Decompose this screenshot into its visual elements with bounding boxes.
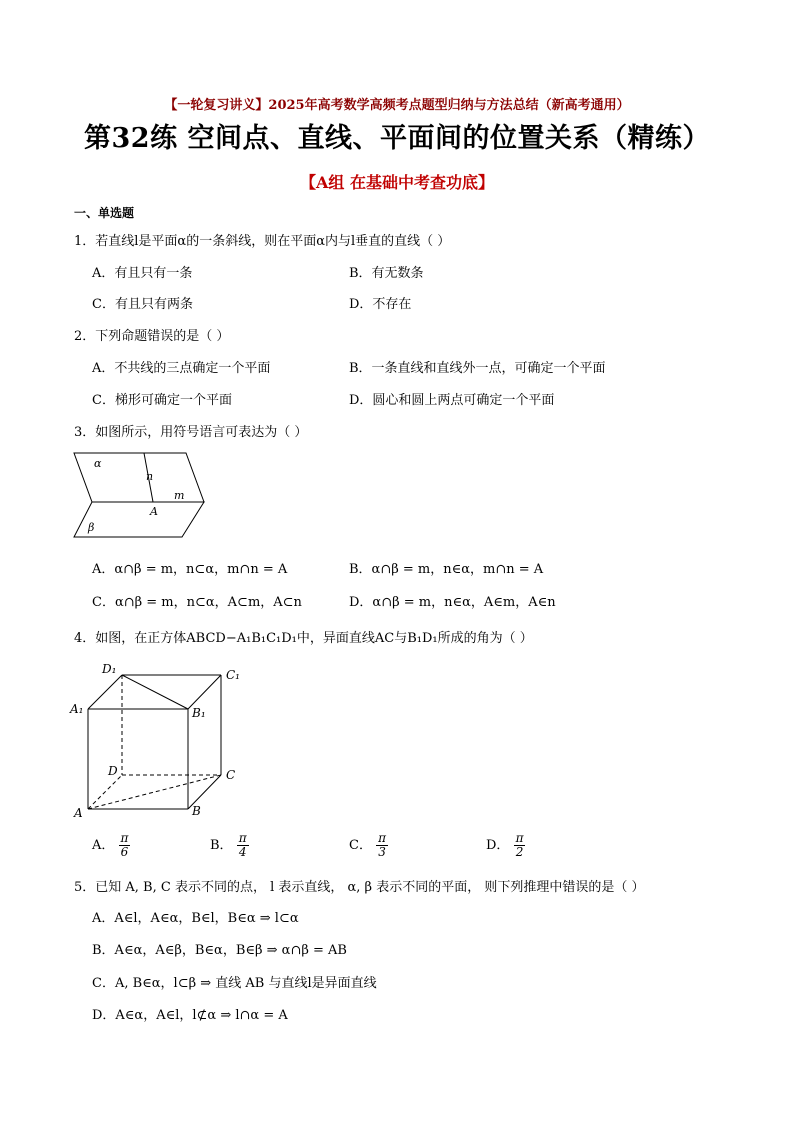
edge-a1d1	[88, 675, 122, 709]
q4-option-d-numerator: π	[515, 831, 524, 845]
label-c: C	[226, 768, 236, 782]
q3-option-a: A．α∩β = m，n⊂α，m∩n = A	[92, 562, 288, 577]
label-b: B	[192, 804, 201, 818]
q5-option-d: D．A∈α，A∈l，l⊄α ⇒ l∩α = A	[92, 1008, 288, 1023]
page-title: 第32练 空间点、直线、平面间的位置关系（精练）	[84, 123, 710, 154]
label-beta: β	[88, 521, 95, 534]
label-b1: B₁	[192, 706, 206, 720]
label-alpha: α	[94, 457, 102, 470]
q3-option-b: B．α∩β = m，n∈α，m∩n = A	[349, 562, 544, 577]
section-heading: 一、单选题	[74, 206, 135, 220]
q4-option-d	[486, 832, 525, 859]
label-d1: D₁	[102, 662, 117, 676]
q4-cube-figure	[66, 657, 252, 822]
q2-option-c: C．梯形可确定一个平面	[92, 393, 232, 408]
diagonal-b1d1	[122, 675, 188, 709]
q4-option-b	[210, 832, 249, 859]
q2-option-b: B．一条直线和直线外一点，可确定一个平面	[349, 361, 606, 376]
q2-option-d: D．圆心和圆上两点可确定一个平面	[349, 393, 555, 408]
q4-option-d-label: D．	[486, 838, 510, 853]
q4-option-a	[92, 832, 130, 859]
q4-option-c	[349, 832, 388, 859]
q4-option-a-fraction	[119, 832, 131, 859]
label-c1: C₁	[226, 668, 240, 682]
label-point-a: A	[150, 505, 158, 518]
q4-option-b-denominator: 4	[238, 845, 247, 859]
group-title: 【A组 在基础中考查功底】	[300, 173, 494, 192]
q4-option-a-label: A．	[92, 838, 115, 853]
q4-option-a-denominator: 6	[120, 845, 129, 859]
q1-option-a: A．有且只有一条	[92, 266, 193, 281]
q5-option-c: C．A, B∈α，l⊂β ⇒ 直线 AB 与直线l是异面直线	[92, 976, 377, 991]
label-a: A	[74, 806, 83, 820]
edge-c1b1	[188, 675, 221, 709]
q4-option-b-fraction	[237, 832, 249, 859]
q3-stem: 3．如图所示，用符号语言可表达为（ ）	[74, 425, 308, 440]
q4-option-b-label: B．	[210, 838, 233, 853]
label-n: n	[146, 470, 154, 483]
q3-option-c: C．α∩β = m，n⊂α，A⊂m，A⊂n	[92, 595, 302, 610]
q5-option-b: B．A∈α，A∈β，B∈α，B∈β ⇒ α∩β = AB	[92, 943, 347, 958]
q1-option-c: C．有且只有两条	[92, 297, 193, 312]
q4-option-c-fraction	[376, 832, 388, 859]
q4-option-a-numerator: π	[120, 831, 129, 845]
q1-stem: 1．若直线l是平面α的一条斜线，则在平面α内与l垂直的直线（ ）	[74, 234, 451, 249]
q4-option-c-numerator: π	[378, 831, 386, 845]
q4-stem: 4．如图，在正方体ABCD−A₁B₁C₁D₁中，异面直线AC与B₁D₁所成的角为（ ）	[74, 631, 533, 646]
q2-stem: 2．下列命题错误的是（ ）	[74, 329, 230, 344]
label-a1: A₁	[70, 702, 84, 716]
q1-option-d: D．不存在	[349, 297, 412, 312]
q4-option-b-numerator: π	[238, 831, 247, 845]
q2-option-a: A．不共线的三点确定一个平面	[92, 361, 271, 376]
label-d: D	[108, 764, 118, 778]
q3-planes-figure	[70, 447, 220, 542]
label-m: m	[174, 489, 185, 502]
q4-option-c-label: C．	[349, 838, 372, 853]
diagonal-ac	[88, 775, 221, 809]
q5-option-a: A．A∈l，A∈α，B∈l，B∈α ⇒ l⊂α	[92, 911, 299, 926]
edge-ad	[88, 775, 122, 809]
q5-stem: 5．已知 A, B, C 表示不同的点， l 表示直线， α, β 表示不同的平面， 则下列推理中错误的是（ ）	[74, 880, 645, 895]
q4-option-c-denominator: 3	[378, 845, 386, 859]
series-header: 【一轮复习讲义】2025年高考数学高频考点题型归纳与方法总结（新高考通用）	[164, 98, 630, 113]
q4-option-d-denominator: 2	[515, 845, 524, 859]
q1-option-b: B．有无数条	[349, 266, 424, 281]
q4-option-d-fraction	[514, 832, 526, 859]
q3-option-d: D．α∩β = m，n∈α，A∈m，A∈n	[349, 595, 556, 610]
